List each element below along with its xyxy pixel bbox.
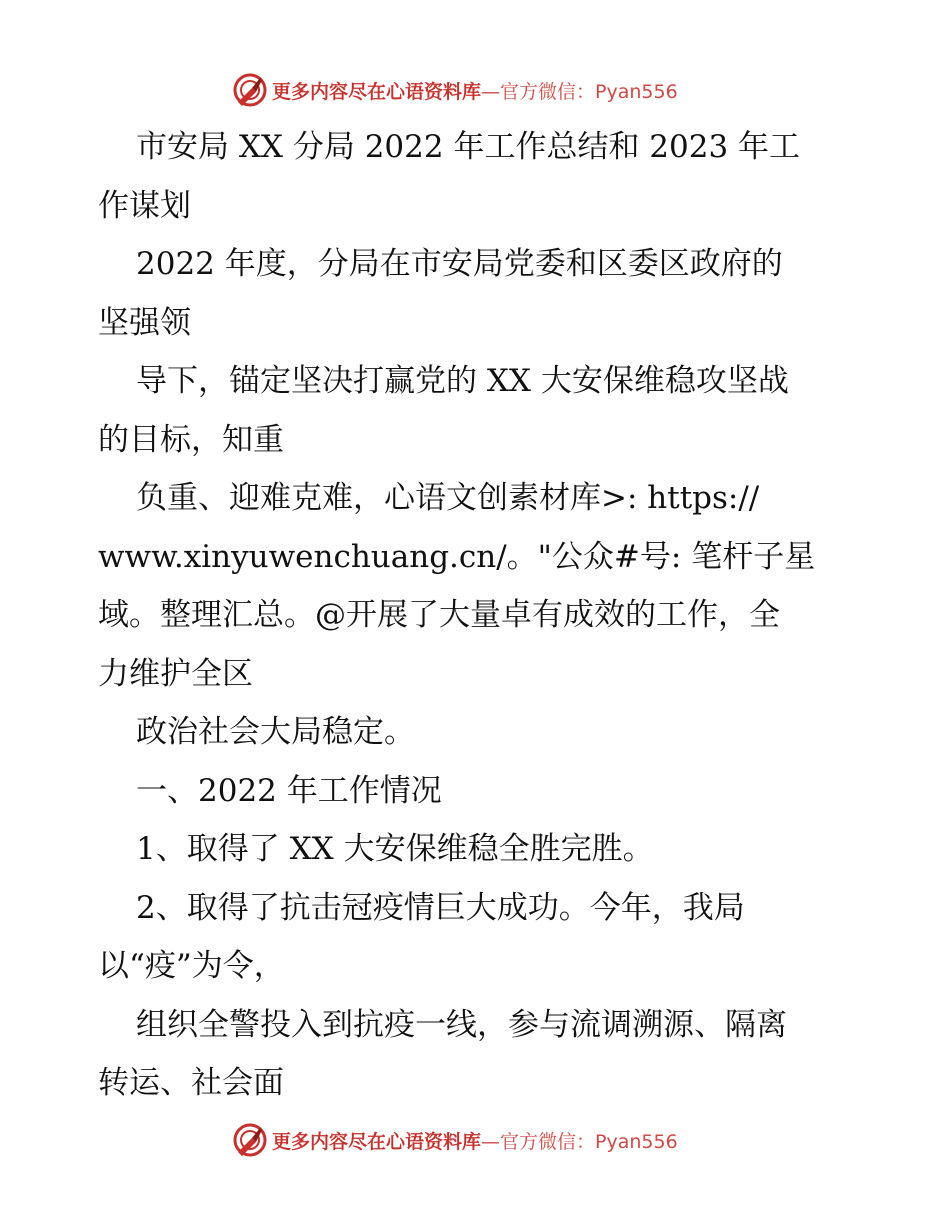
text-line: 政治社会大局稳定。	[136, 714, 415, 750]
banner-text: 更多内容尽在心语资料库	[272, 1130, 482, 1153]
text-line: 的目标，知重	[98, 421, 284, 458]
text-line: 2022 年度，分局在市安局党委和区委区政府的	[136, 246, 783, 282]
header-banner	[232, 70, 678, 110]
text-line: 转运、社会面	[98, 1065, 284, 1101]
text-line: 以“疫”为令，	[98, 948, 285, 984]
text-line: 作谋划	[98, 187, 191, 224]
footer-banner	[232, 1120, 678, 1160]
text-line: 力维护全区	[98, 655, 253, 692]
text-line: 2、取得了抗击冠疫情巨大成功。今年，我局	[136, 889, 745, 926]
document-body	[98, 118, 858, 1113]
text-line: 市安局 XX 分局 2022 年工作总结和 2023 年工	[136, 129, 801, 165]
banner-contact: —官方微信：Pyan556	[481, 80, 678, 103]
text-line: 坚强领	[98, 304, 191, 341]
section-heading: 一、2022 年工作情况	[136, 772, 442, 809]
pen-logo-icon	[232, 72, 268, 108]
text-line: 组织全警投入到抗疫一线，参与流调溯源、隔离	[136, 1006, 787, 1043]
banner-text: 更多内容尽在心语资料库	[272, 80, 482, 103]
text-line: 域。整理汇总。@开展了大量卓有成效的工作，全	[98, 597, 780, 633]
text-line: 导下，锚定坚决打赢党的 XX 大安保维稳攻坚战	[136, 363, 789, 399]
text-line: 1、取得了 XX 大安保维稳全胜完胜。	[136, 831, 654, 867]
text-line: 负重、迎难克难，心语文创素材库>: https://	[136, 480, 760, 516]
text-line: www.xinyuwenchuang.cn/。"公众#号: 笔杆子星	[98, 538, 816, 575]
banner-contact: —官方微信：Pyan556	[481, 1130, 678, 1153]
pen-logo-icon	[232, 1122, 268, 1158]
